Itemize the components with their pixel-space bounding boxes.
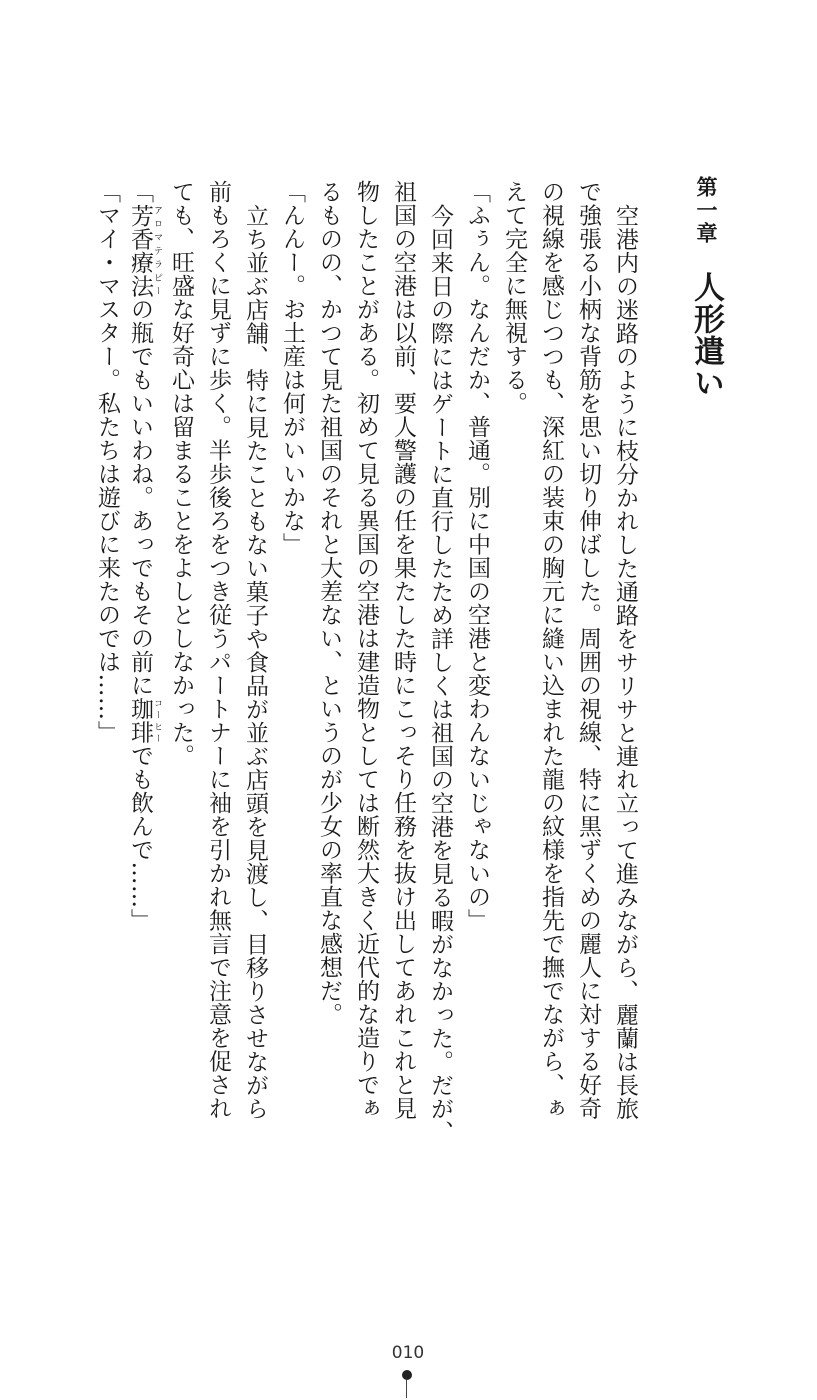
ruby-base: 芳香療法 <box>127 203 153 298</box>
quote-open: 「 <box>127 180 153 204</box>
text-line: 立ち並ぶ店舗、特に見たこともない菓子や食品が並ぶ店頭を見渡し、目移りさせながら <box>242 203 268 1120</box>
page-marker-icon <box>402 1370 412 1380</box>
text-line: えて完全に無視する。 <box>501 180 527 415</box>
text-line: 祖国の空港は以前、要人警護の任を果たした時にこっそり任務を抜け出してあれこれと見 <box>390 180 416 1120</box>
body-text <box>88 180 643 1144</box>
ruby-word <box>127 203 162 298</box>
dialogue-line-with-ruby <box>125 180 162 1140</box>
ruby-reading: アロマテラピー <box>152 203 162 298</box>
chapter-heading <box>686 176 726 399</box>
text-line: 空港内の迷路のように枝分かれした通路をサリサと連れ立って進みながら、麗蘭は長旅 <box>612 203 638 1120</box>
text-line: 前もろくに見ずに歩く。半歩後ろをつき従うパートナーに袖を引かれ無言で注意を促され <box>205 180 231 1120</box>
text-line: るものの、かつて見た祖国のそれと大差ない、というのが少女の率直な感想だ。 <box>316 180 342 1026</box>
page-number: 010 <box>391 1343 425 1363</box>
text-line: の視線を感じつつも、深紅の装束の胸元に縫い込まれた龍の紋様を指先で撫でながら、ぁ <box>538 180 564 1120</box>
dialogue-line: 「んんー。お土産は何がいいかな」 <box>279 180 305 556</box>
chapter-title: 人形遣い <box>688 271 724 399</box>
dialogue-text: の瓶でもいいわね。あっでもその前に <box>127 297 153 697</box>
text-line: ても、旺盛な好奇心は留まることをよしとしなかった。 <box>168 180 194 768</box>
ruby-reading: コーヒー <box>152 697 162 744</box>
ruby-word <box>127 697 162 744</box>
text-line: 物したことがある。初めて見る異国の空港は建造物としては断然大きく近代的な造りでぁ <box>353 180 379 1120</box>
dialogue-line: 「マイ・マスター。私たちは遊びに来たのでは……」 <box>94 180 120 744</box>
dialogue-line: 「ふぅん。なんだか、普通。別に中国の空港と変わんないじゃないの」 <box>464 180 490 932</box>
ruby-base: 珈琲 <box>127 697 153 744</box>
dialogue-text: でも飲んで……」 <box>127 744 153 932</box>
text-line: で強張る小柄な背筋を思い切り伸ばした。周囲の視線、特に黒ずくめの麗人に対する好奇 <box>575 180 601 1120</box>
text-line: 今回来日の際にはゲートに直行したため詳しくは祖国の空港を見る暇がなかった。だが、 <box>427 203 453 1144</box>
chapter-number: 第一章 <box>694 176 719 245</box>
